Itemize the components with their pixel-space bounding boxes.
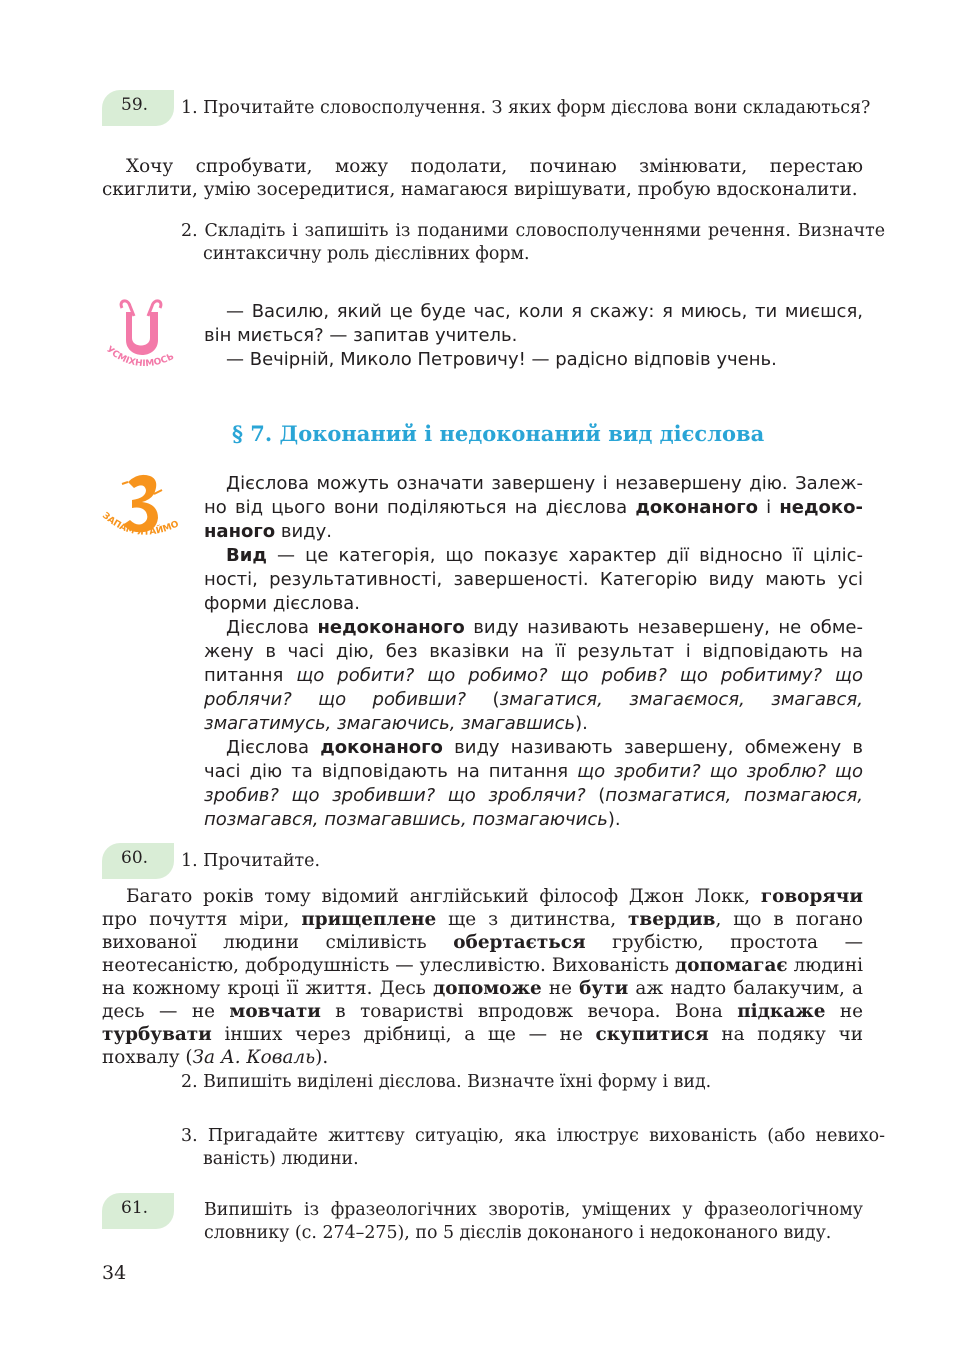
page-number: 34 (102, 1262, 127, 1284)
smile-icon-label: УСМІХНІМОСЬ (104, 344, 176, 370)
ex60-text: Багато років тому відомий англійський філософ Джон Локк, говорячи про почуття міри, прищеплене ще з дитинства, твердив, що в погано вихованої людини сміливість обертається грубістю, простота — неотесаністю, добродушність — улесливістю. Вихованість допомагає людині на кожному кроці її життя. Десь допоможе не бути аж надто балакучим, а десь — не мовчати в товаристві впродовж вечора. Вона підкаже не турбувати інших через дрібниці, а ще — не скупитися на подяку чи похвалу (За А. Коваль). (102, 886, 864, 1068)
section-title: § 7. Доконаний і недоконаний вид дієслова (232, 421, 765, 446)
rule-paragraph-2: Вид — це категорія, що показує характер дії відносно її цілісності, результативності, завершеності. Категорію виду мають усі форми дієслова. (204, 545, 863, 614)
exercise-number-badge (102, 90, 174, 126)
ex61-task: Випишіть із фразеологічних зворотів, уміщених у фразеологічному словнику (с. 274–275), по 5 дієслів доконаного і недоконаного виду. (204, 1200, 863, 1243)
smile-icon (100, 298, 185, 378)
rule-paragraph-3: Дієслова недоконаного виду називають незавершену, не обмежену в часі дію, без вказівки на її результат і відповідають на питання що робити? що робимо? що робив? що робитиму? що роблячи? що робивши? (змагатися, змагаємося, змагався, змагатимусь, змагаючись, змагавшись). (204, 617, 863, 734)
ex59-body: Хочу спробувати, можу подолати, починаю змінювати, перестаю скиглити, умію зосередитися, намагаюся вирішувати, пробую вдосконалити. (102, 156, 863, 200)
exercise-number-badge (102, 1193, 174, 1229)
joke-line-2: — Вечірній, Миколо Петровичу! — радісно відповів учень. (226, 349, 777, 370)
rule-paragraph-1: Дієслова можуть означати завершену і незавершену дію. Залежно від цього вони поділяються на дієслова доконаного і недоконаного виду. (204, 473, 863, 542)
rule-paragraph-4: Дієслова доконаного виду називають завершену, обмежену в часі дію та відповідають на питання що зробити? що зроблю? що зробив? що зробивши? що зроблячи? (позмагатися, позмагаюся, позмагався, позмагавшись, позмагаючись). (204, 737, 864, 830)
source-attribution: За А. Коваль (192, 1047, 316, 1068)
exercise-number-badge (102, 843, 174, 879)
exercise-number: 60. (121, 848, 149, 868)
rule-block (204, 472, 863, 832)
remember-icon (98, 470, 190, 550)
remember-icon-label: ЗАПАМ'ЯТАЙМО (100, 510, 181, 538)
ex59-task2: 2. Складіть і запишіть із поданими словосполученнями речення. Визначте синтаксичну роль дієслівних форм. (181, 221, 885, 264)
exercise-number: 61. (121, 1198, 149, 1218)
joke-line-1: — Василю, який це буде час, коли я скажу: я миюсь, ти миєшся, він миється? — запитав учитель. (204, 301, 863, 346)
exercise-number: 59. (121, 95, 149, 115)
ex60-task2: 2. Випишіть виділені дієслова. Визначте їхні форму і вид. (181, 1072, 712, 1092)
ex59-task1: 1. Прочитайте словосполучення. З яких форм дієслова вони складаються? (181, 98, 871, 118)
ex60-task1: 1. Прочитайте. (181, 851, 320, 871)
svg-text:ЗАПАМ'ЯТАЙМО (100, 511, 181, 538)
ex60-task3: 3. Пригадайте життєву ситуацію, яка ілюструє вихованість (або невихованість) людини. (181, 1126, 885, 1169)
